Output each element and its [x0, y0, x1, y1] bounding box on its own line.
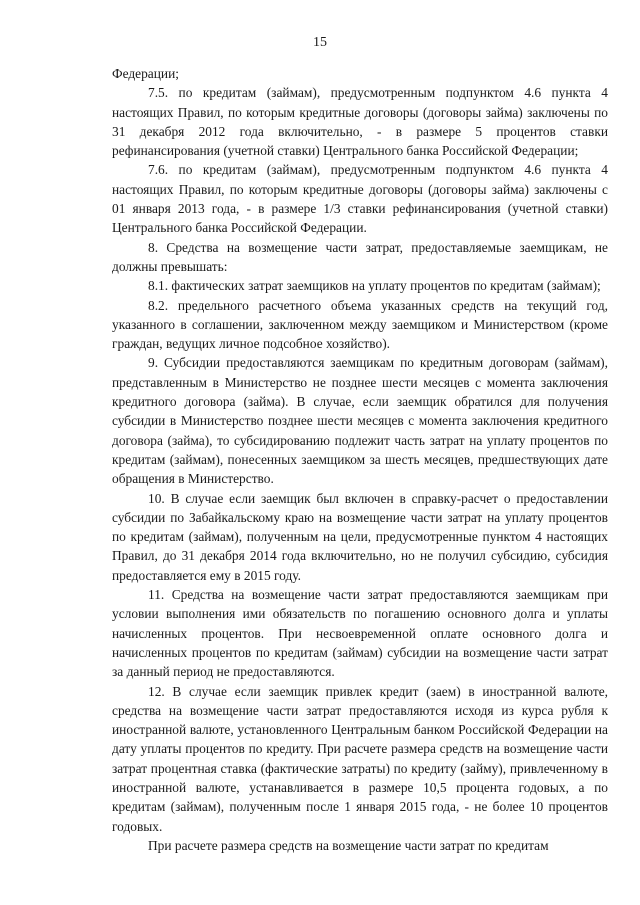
page-number: 15 [313, 35, 327, 50]
paragraph-7-5: 7.5. по кредитам (займам), предусмотренным подпунктом 4.6 пункта 4 настоящих Правил, по которым кредитные договоры (договоры займа) заключены по 31 декабря 2012 года включительно, - в размере 5 процентов ставки рефинансирования (учетной ставки) Центрального банка Российской Федерации; [112, 85, 608, 159]
paragraph-12-continuation: При расчете размера средств на возмещение части затрат по кредитам [148, 837, 549, 853]
paragraph-11: 11. Средства на возмещение части затрат предоставляются заемщикам при условии выполнения ими обязательств по погашению основного долга и уплаты начисленных процентов. При несвоевременной оплате основного долга и начисленных процентов по кредитам (займам) субсидии на возмещение части затрат за данный период не предоставляются. [112, 587, 608, 680]
paragraph-8-1: 8.1. фактических затрат заемщиков на уплату процентов по кредитам (займам); [148, 278, 601, 294]
paragraph-9: 9. Субсидии предоставляются заемщикам по кредитным договорам (займам), представленным в Министерство не позднее шести месяцев с момента заключения кредитного договора (займа). В случае, если заемщик обратился для получения субсидии в Министерство позднее шести месяцев с момента заключения кредитного договора (займа), то субсидированию подлежит часть затрат на уплату процентов по кредитам (займам), понесенных заемщиком за шесть месяцев, предшествующих дате обращения в Министерство. [112, 355, 608, 487]
paragraph-10: 10. В случае если заемщик был включен в справку-расчет о предоставлении субсидии по Забайкальскому краю на возмещение части затрат на уплату процентов по кредитам (займам), полученным на цели, предусмотренные пунктом 4 настоящих Правил, до 31 декабря 2014 года включительно, но не получил субсидию, субсидия предоставляется ему в 2015 году. [112, 490, 608, 583]
paragraph-7-6: 7.6. по кредитам (займам), предусмотренным подпунктом 4.6 пункта 4 настоящих Правил, по которым кредитные договоры (договоры займа) заключены с 01 января 2013 года, - в размере 1/3 ставки рефинансирования (учетной ставки) Центрального банка Российской Федерации. [112, 162, 608, 236]
paragraph-8-2: 8.2. предельного расчетного объема указанных средств на текущий год, указанного в соглашении, заключенном между заемщиком и Министерством (кроме граждан, ведущих личное подсобное хозяйство). [112, 297, 608, 352]
paragraph-12: 12. В случае если заемщик привлек кредит (заем) в иностранной валюте, средства на возмещение части затрат предоставляются исходя из курса рубля к иностранной валюте, установленного Центральным банком Российской Федерации на дату уплаты процентов по кредиту. При расчете размера средств на возмещение части затрат процентная ставка (фактические затраты) по кредиту (займу), привлеченному в иностранной валюте, устанавливается в размере 10,5 процента годовых, а по кредитам (займам), полученным после 1 января 2015 года, - не более 10 процентов годовых. [112, 683, 608, 834]
paragraph-continuation: Федерации; [112, 66, 179, 81]
document-body [112, 64, 608, 855]
paragraph-8: 8. Средства на возмещение части затрат, предоставляемые заемщикам, не должны превышать: [112, 239, 608, 274]
